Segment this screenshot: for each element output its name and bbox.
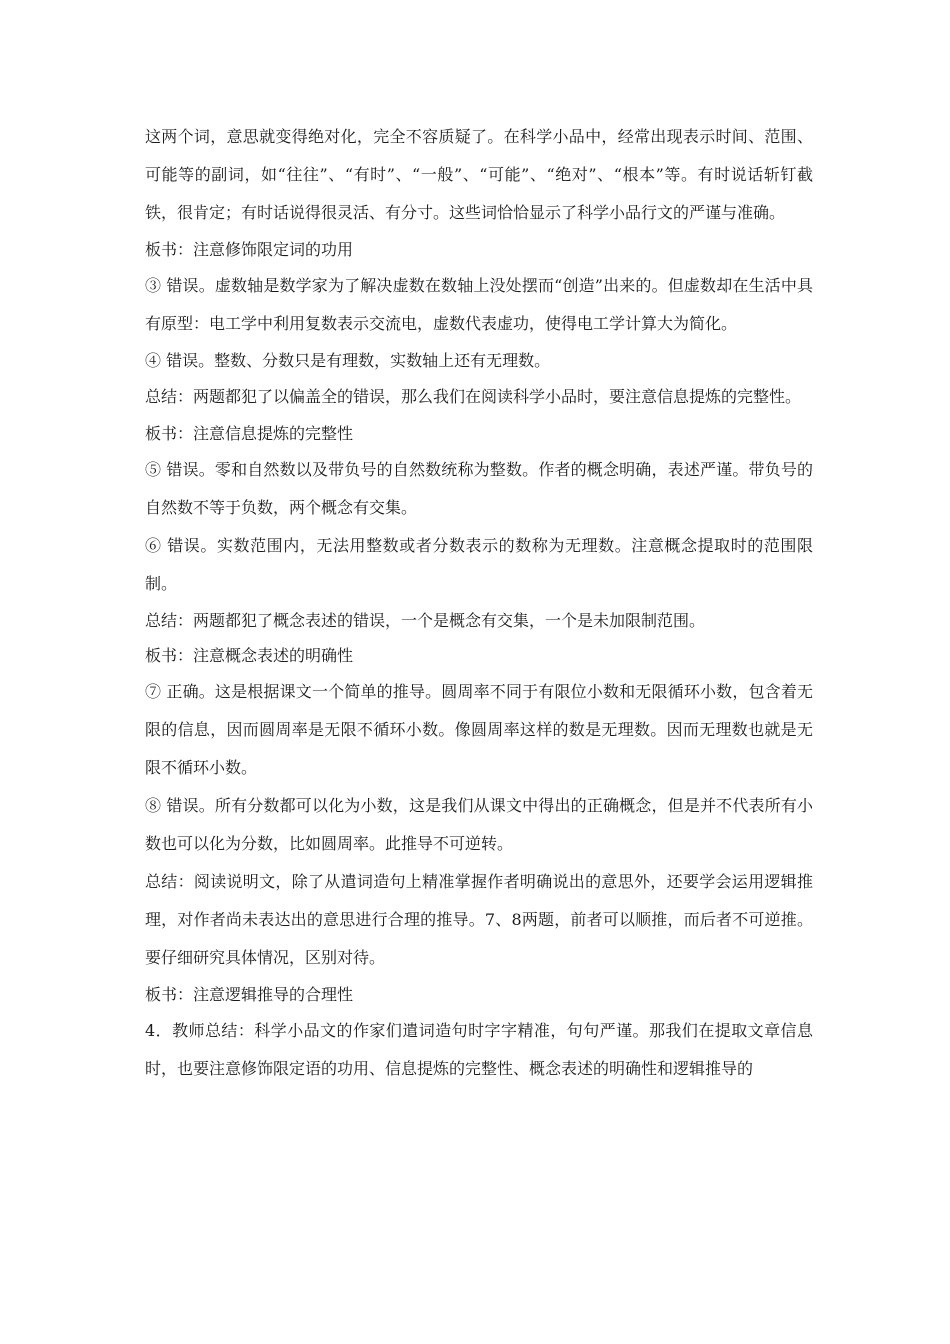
answer-4: ④ 错误。整数、分数只是有理数，实数轴上还有无理数。: [145, 351, 551, 370]
board-note-completeness: 板书：注意信息提炼的完整性: [145, 424, 354, 443]
document-body: [145, 118, 813, 1088]
summary-completeness: 总结：两题都犯了以偏盖全的错误，那么我们在阅读科学小品时，要注意信息提炼的完整性。: [145, 387, 802, 406]
paragraph-adverbs: 这两个词，意思就变得绝对化，完全不容质疑了。在科学小品中，经常出现表示时间、范围、可能等的副词，如“往往”、“有时”、“一般”、“可能”、“绝对”、“根本”等。有时说话斩钉截铁，很肯定；有时话说得很灵活、有分寸。这些词恰恰显示了科学小品行文的严谨与准确。: [145, 127, 813, 222]
board-note-modifiers: 板书：注意修饰限定词的功用: [145, 240, 354, 259]
answer-6: ⑥ 错误。实数范围内，无法用整数或者分数表示的数称为无理数。注意概念提取时的范围限制。: [145, 536, 813, 593]
board-note-logic: 板书：注意逻辑推导的合理性: [145, 985, 354, 1004]
summary-logic: 总结：阅读说明文，除了从遣词造句上精准掌握作者明确说出的意思外，还要学会运用逻辑推理，对作者尚未表达出的意思进行合理的推导。7、8两题，前者可以顺推，而后者不可逆推。要仔细研究具体情况，区别对待。: [145, 872, 813, 967]
board-note-concepts: 板书：注意概念表述的明确性: [145, 646, 354, 665]
summary-concepts: 总结：两题都犯了概念表述的错误，一个是概念有交集，一个是未加限制范围。: [145, 611, 706, 630]
answer-5: ⑤ 错误。零和自然数以及带负号的自然数统称为整数。作者的概念明确，表述严谨。带负号的自然数不等于负数，两个概念有交集。: [145, 460, 813, 517]
answer-7: ⑦ 正确。这是根据课文一个简单的推导。圆周率不同于有限位小数和无限循环小数，包含着无限的信息，因而圆周率是无限不循环小数。像圆周率这样的数是无理数。因而无理数也就是无限不循环小数。: [145, 682, 813, 777]
answer-3: ③ 错误。虚数轴是数学家为了解决虚数在数轴上没处摆而“创造”出来的。但虚数却在生活中具有原型：电工学中利用复数表示交流电，虚数代表虚功，使得电工学计算大为简化。: [145, 276, 813, 333]
teacher-summary: 4．教师总结：科学小品文的作家们遣词造句时字字精准，句句严谨。那我们在提取文章信息时，也要注意修饰限定语的功用、信息提炼的完整性、概念表述的明确性和逻辑推导的: [145, 1021, 813, 1078]
answer-8: ⑧ 错误。所有分数都可以化为小数，这是我们从课文中得出的正确概念，但是并不代表所有小数也可以化为分数，比如圆周率。此推导不可逆转。: [145, 796, 813, 853]
